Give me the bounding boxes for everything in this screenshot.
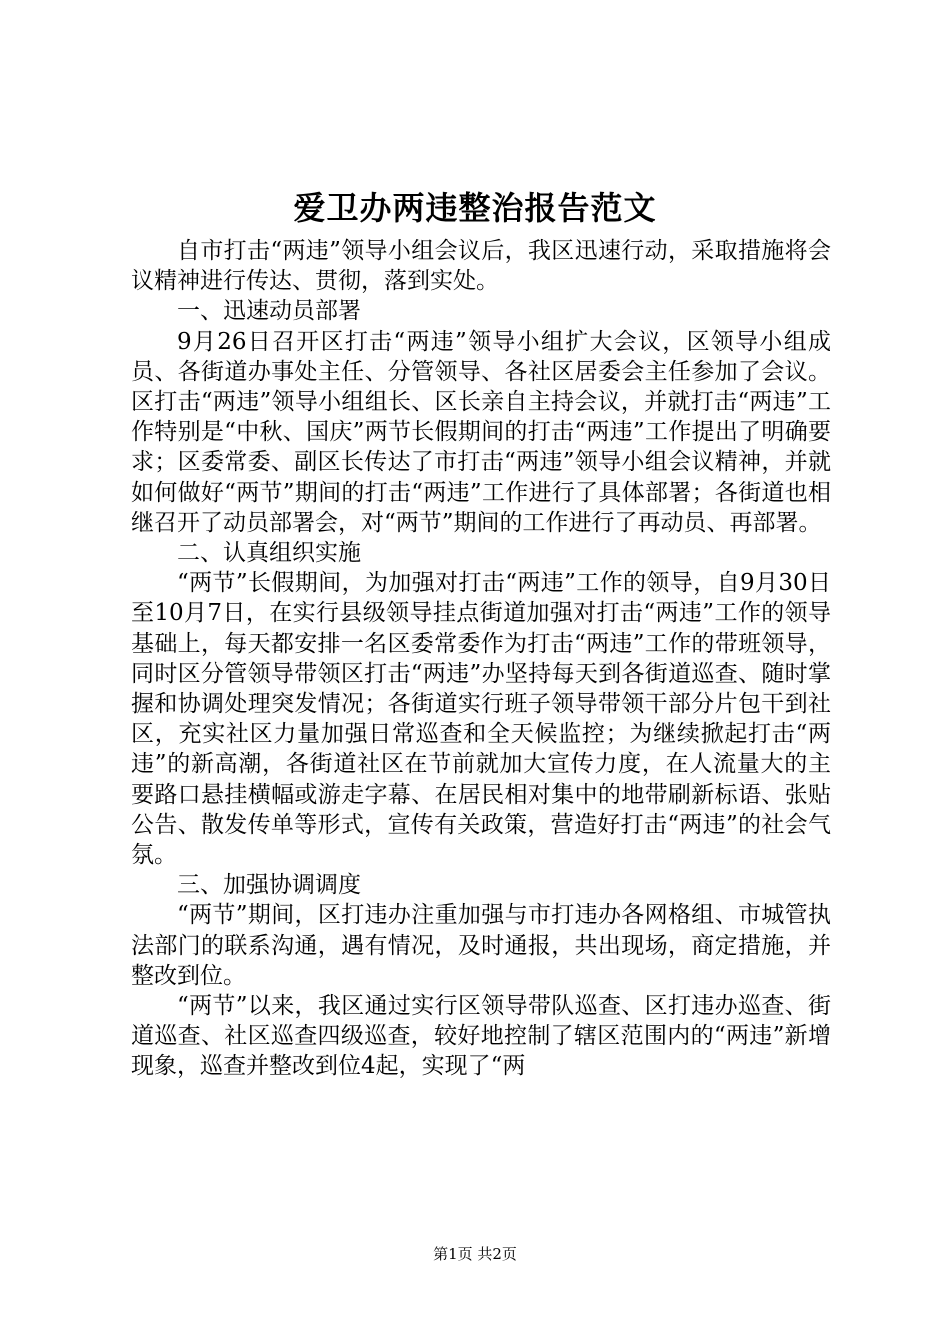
page-number-footer: 第1页 共2页: [433, 1245, 517, 1263]
paragraph-intro: 自市打击“两违”领导小组会议后，我区迅速行动，采取措施将会议精神进行传达、贯彻，落到实处。: [131, 238, 831, 295]
section-heading-2: 二、认真组织实施: [177, 540, 361, 567]
section-heading-3: 三、加强协调调度: [177, 872, 361, 899]
paragraph-section-3b: “两节”以来，我区通过实行区领导带队巡查、区打违办巡查、街道巡查、社区巡查四级巡查，较好地控制了辖区范围内的“两违”新增现象，巡查并整改到位4起，实现了“两: [131, 993, 831, 1080]
paragraph-section-2: “两节”长假期间，为加强对打击“两违”工作的领导，自9月30日至10月7日，在实行县级领导挂点街道加强对打击“两违”工作的领导基础上，每天都安排一名区委常委作为打击“两违”工作的带班领导，同时区分管领导带领区打击“两违”办坚持每天到各街道巡查、随时掌握和协调处理突发情况；各街道实行班子领导带领干部分片包干到社区，充实社区力量加强日常巡查和全天候监控；为继续掀起打击“两违”的新高潮，各街道社区在节前就加大宣传力度，在人流量大的主要路口悬挂横幅或游走字幕、在居民相对集中的地带刷新标语、张贴公告、散发传单等形式，宣传有关政策，营造好打击“两违”的社会气氛。: [131, 570, 831, 869]
document-title: 爱卫办两违整治报告范文: [293, 189, 657, 227]
paragraph-section-3a: “两节”期间，区打违办注重加强与市打违办各网格组、市城管执法部门的联系沟通，遇有情况，及时通报，共出现场，商定措施，并整改到位。: [131, 902, 831, 989]
section-heading-1: 一、迅速动员部署: [177, 298, 361, 325]
paragraph-section-1: 9月26日召开区打击“两违”领导小组扩大会议，区领导小组成员、各街道办事处主任、分管领导、各社区居委会主任参加了会议。区打击“两违”领导小组组长、区长亲自主持会议，并就打击“两违”工作特别是“中秋、国庆”两节长假期间的打击“两违”工作提出了明确要求；区委常委、副区长传达了市打击“两违”领导小组会议精神，并就如何做好“两节”期间的打击“两违”工作进行了具体部署；各街道也相继召开了动员部署会，对“两节”期间的工作进行了再动员、再部署。: [131, 328, 831, 536]
document-body: [131, 236, 831, 1082]
